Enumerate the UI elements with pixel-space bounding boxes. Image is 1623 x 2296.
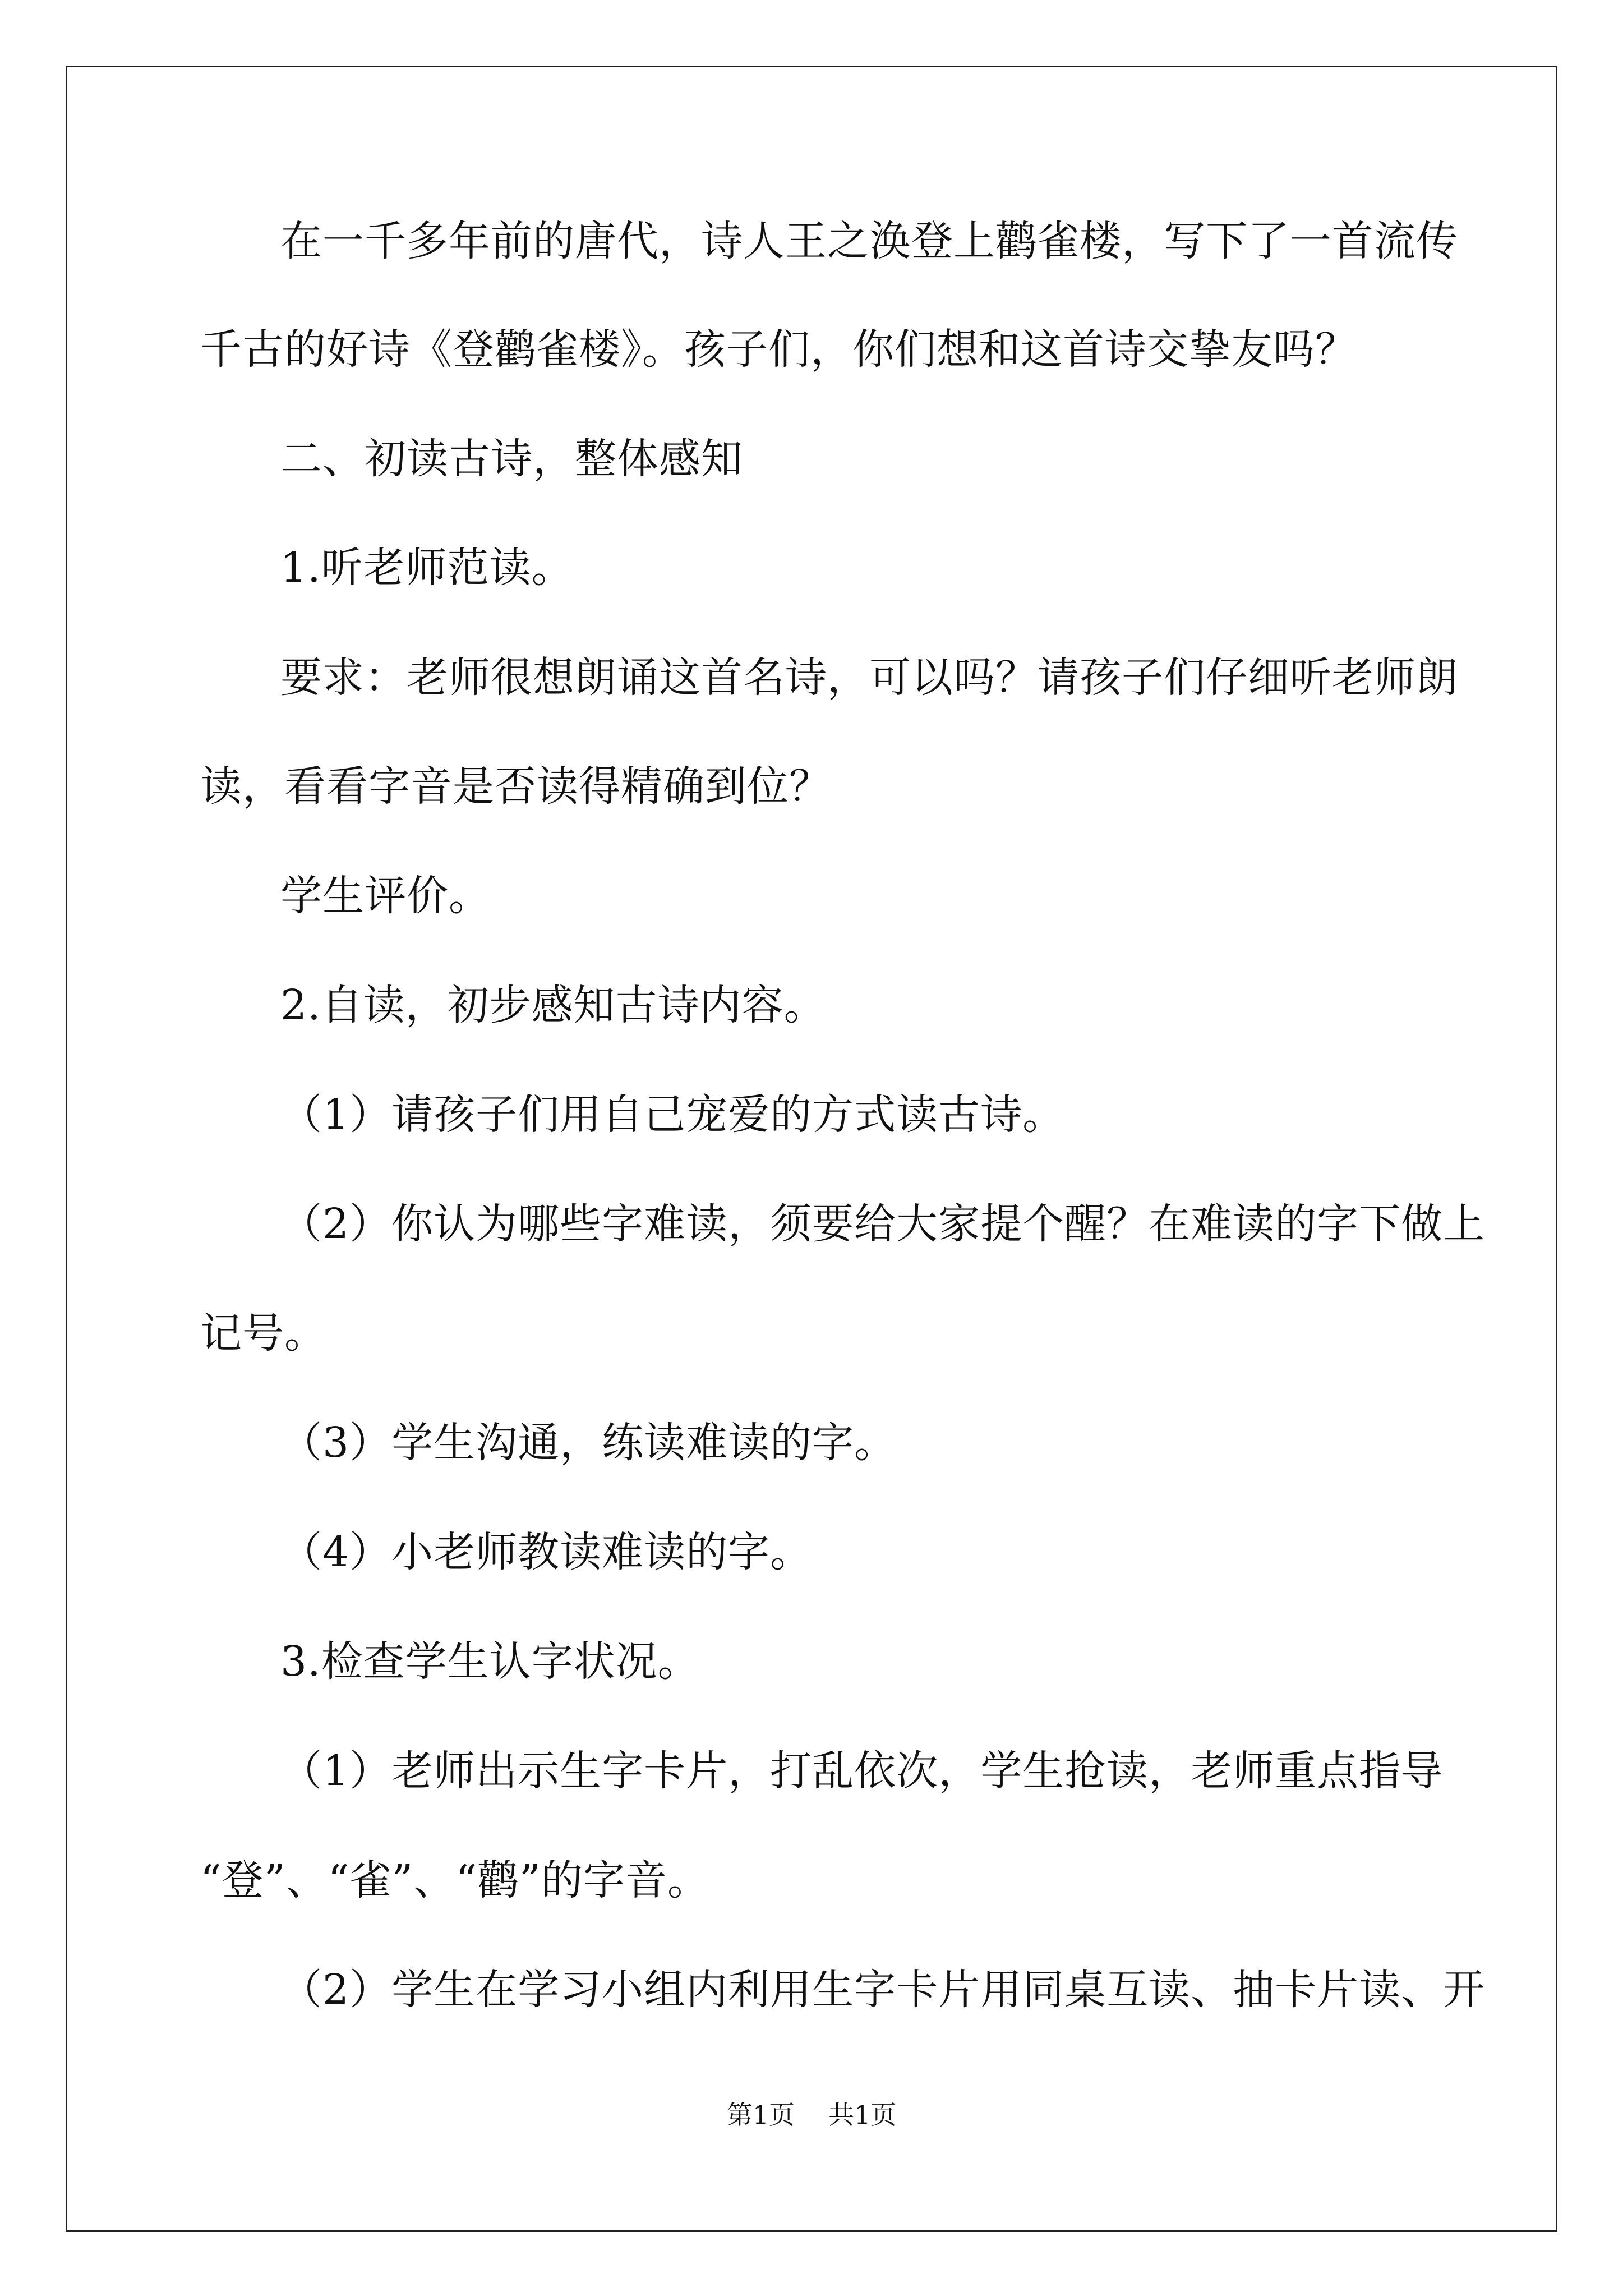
paragraph-line: （2）你认为哪些字难读，须要给大家提个醒？在难读的字下做上 [280, 1200, 1486, 1248]
paragraph-line: （2）学生在学习小组内利用生字卡片用同桌互读、抽卡片读、开 [280, 1966, 1486, 2014]
page-footer [0, 2098, 1623, 2132]
paragraph-line: 学生评价。 [280, 872, 491, 920]
section-heading: 二、初读古诗，整体感知 [280, 435, 743, 483]
paragraph-line: 1.听老师范读。 [280, 544, 574, 592]
paragraph-line: （1）老师出示生字卡片，打乱依次，学生抢读，老师重点指导 [280, 1747, 1444, 1795]
paragraph-line: 在一千多年前的唐代，诗人王之涣登上鹳雀楼，写下了一首流传 [280, 217, 1458, 265]
paragraph-line: 3.检查学生认字状况。 [280, 1637, 700, 1686]
page-total: 共1页 [828, 2100, 897, 2130]
page-number: 第1页 [726, 2100, 795, 2130]
paragraph-line: （1）请孩子们用自己宠爱的方式读古诗。 [280, 1091, 1065, 1139]
paragraph-line: （4）小老师教读难读的字。 [280, 1528, 813, 1576]
paragraph-line: “登”、“雀”、“鹳”的字音。 [200, 1856, 709, 1904]
paragraph-line: 记号。 [200, 1309, 326, 1358]
paragraph-line: 2.自读，初步感知古诗内容。 [280, 981, 826, 1029]
paragraph-line: （3）学生沟通，练读难读的字。 [280, 1419, 897, 1467]
paragraph-line: 读，看看字音是否读得精确到位？ [200, 762, 831, 811]
paragraph-line: 千古的好诗《登鹳雀楼》。孩子们，你们想和这首诗交挚友吗？ [200, 325, 1357, 374]
paragraph-line: 要求：老师很想朗诵这首名诗，可以吗？请孩子们仔细听老师朗 [280, 654, 1458, 702]
